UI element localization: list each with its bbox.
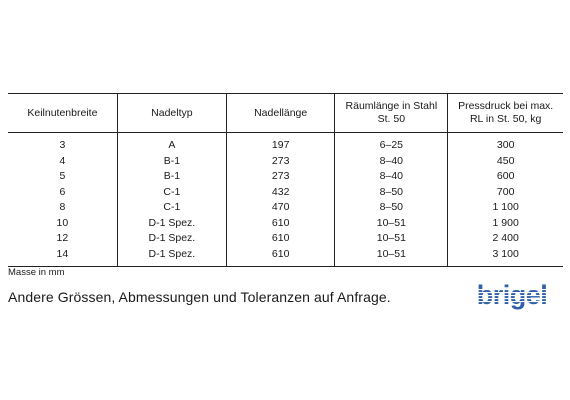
request-notice: Andere Grössen, Abmessungen und Toleranzen auf Anfrage. <box>8 289 391 305</box>
logo-stripe <box>462 292 562 293</box>
table-cell: 3 100 <box>448 247 563 267</box>
header-keilnutenbreite: Keilnutenbreite <box>8 94 117 133</box>
table-cell: A <box>117 133 226 154</box>
table-cell: 8–40 <box>335 154 448 170</box>
logo-stripe <box>462 298 562 299</box>
table-cell: 3 <box>59 139 66 151</box>
table-cell: 1 100 <box>448 200 563 216</box>
logo-stripe <box>462 295 562 296</box>
table-cell: 610 <box>226 247 334 267</box>
spec-table <box>8 93 563 267</box>
table-cell: B-1 <box>117 154 226 170</box>
table-cell: C-1 <box>117 185 226 201</box>
table-cell: D-1 Spez. <box>117 231 226 247</box>
table-cell: 5 <box>59 170 66 182</box>
table-row <box>8 169 563 185</box>
table-cell: 6 <box>59 185 66 198</box>
spec-table-container <box>8 93 563 267</box>
table-cell: 1 900 <box>448 216 563 232</box>
table-cell: 4 <box>59 154 66 167</box>
table-row <box>8 247 563 267</box>
logo-stripe <box>462 289 562 290</box>
table-cell: 450 <box>448 154 563 170</box>
units-footnote: Masse in mm <box>8 267 65 278</box>
header-nadellaenge: Nadellänge <box>226 94 334 133</box>
table-row <box>8 231 563 247</box>
table-cell: D-1 Spez. <box>117 247 226 267</box>
table-cell: C-1 <box>117 200 226 216</box>
table-header-row <box>8 94 563 133</box>
table-row <box>8 154 563 170</box>
table-cell: 8–50 <box>335 200 448 216</box>
table-cell: 12 <box>56 232 69 244</box>
table-row <box>8 216 563 232</box>
header-pressdruck: Pressdruck bei max. RL in St. 50, kg <box>448 94 563 133</box>
table-cell: 14 <box>8 247 117 267</box>
table-cell: 300 <box>448 133 563 154</box>
table-cell: 8–50 <box>335 185 448 201</box>
table-cell: 6–25 <box>335 133 448 154</box>
header-nadeltyp: Nadeltyp <box>117 94 226 133</box>
table-cell: 273 <box>226 169 334 185</box>
table-cell: 10–51 <box>335 231 448 247</box>
table-cell: 600 <box>448 169 563 185</box>
table-cell: 2 400 <box>448 231 563 247</box>
table-cell: 610 <box>226 231 334 247</box>
brigel-logo <box>462 277 562 311</box>
table-cell: 700 <box>448 185 563 201</box>
table-cell: 610 <box>226 216 334 232</box>
table-body <box>8 133 563 267</box>
table-cell: 8–40 <box>335 169 448 185</box>
table-cell: 10–51 <box>335 247 448 267</box>
table-cell: 10–51 <box>335 216 448 232</box>
table-cell: 470 <box>226 200 334 216</box>
table-cell: 432 <box>226 185 334 201</box>
table-cell: B-1 <box>117 169 226 185</box>
table-cell: 273 <box>226 154 334 170</box>
table-row <box>8 133 563 154</box>
table-cell: 10 <box>56 216 69 229</box>
logo-stripe <box>462 301 562 302</box>
table-row <box>8 200 563 216</box>
table-cell: D-1 Spez. <box>117 216 226 232</box>
header-raeumlaenge: Räumlänge in Stahl St. 50 <box>335 94 448 133</box>
table-row <box>8 185 563 201</box>
table-cell: 8 <box>59 201 66 213</box>
table-cell: 197 <box>226 133 334 154</box>
